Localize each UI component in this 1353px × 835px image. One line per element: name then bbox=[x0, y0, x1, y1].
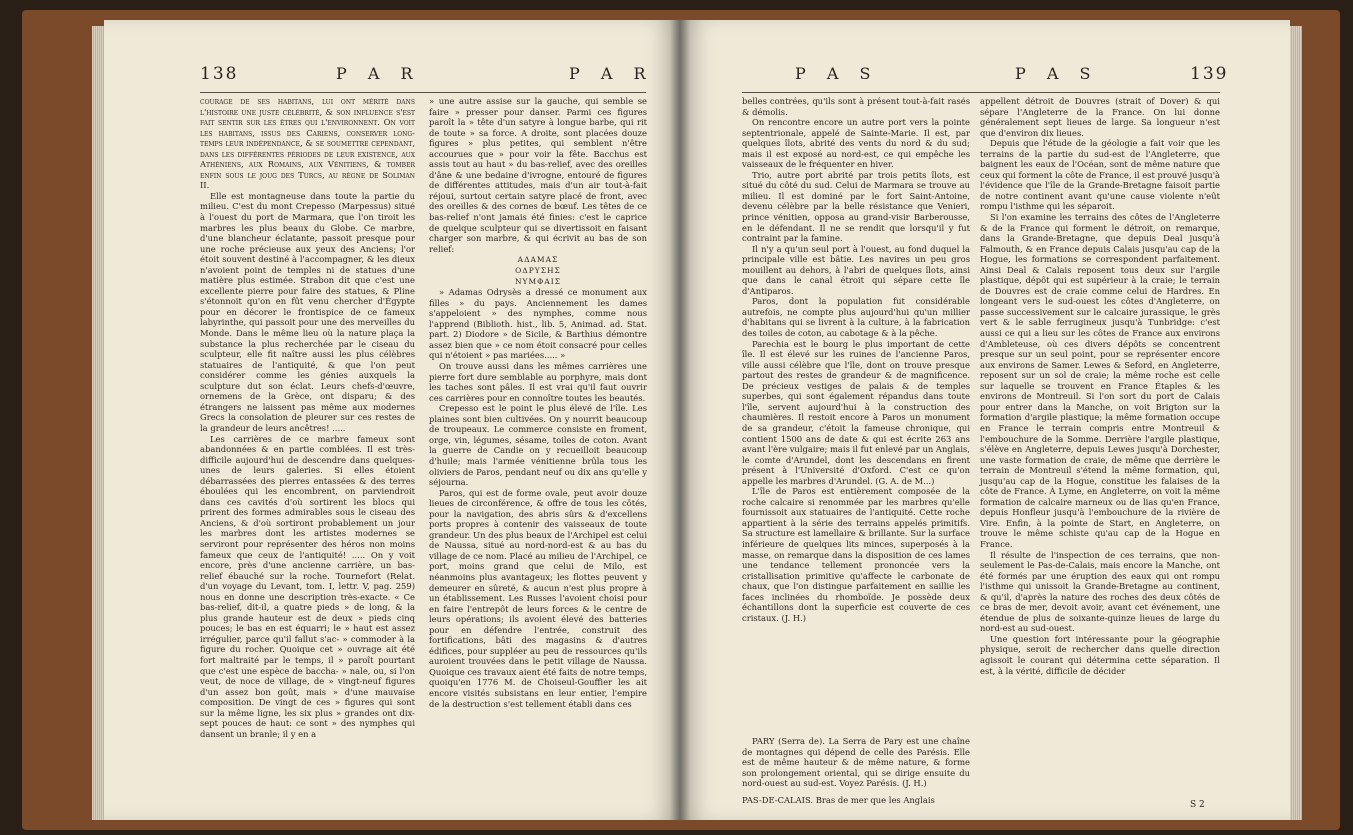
right-page bbox=[680, 20, 1290, 820]
paragraph: courage de ses habitans, lui ont mérité dans l'histoire une juste célébrité, & son influence s'est fait sentir sur les êtres qui l'environnent. On voit les habitans, issus des Cariens, conserver long-temps leur indépendance, & se soumettre cependant, dans les différentes périodes de leur existence, aux Athéniens, aux Romains, aux Vénitiens, & tomber enfin sous le joug des Turcs, au règne de Soliman II. bbox=[200, 96, 415, 191]
right-running-head-2: P A S bbox=[1015, 64, 1099, 83]
left-column-1 bbox=[200, 96, 415, 816]
right-column-1 bbox=[742, 96, 970, 726]
left-column-2 bbox=[429, 96, 647, 816]
right-running-head: P A S bbox=[795, 64, 879, 83]
page-edges-right bbox=[1290, 26, 1302, 820]
paragraph: appellent détroit de Douvres (strait of Dover) & qui sépare l'Angleterre de la France. On lui donne généralement sept lieues de large. Sa longueur n'est que d'environ dix lieues. bbox=[980, 96, 1220, 138]
left-running-head-2: P A R bbox=[569, 64, 654, 83]
paragraph: Paros, dont la population fut considérable autrefois, ne compte plus aujourd'hui qu'un millier d'habitans qui se livrent à la culture, à la fabrication des toiles de coton, au cabotage & à la pêche. bbox=[742, 296, 970, 339]
left-page-number: 138 bbox=[200, 64, 239, 84]
paragraph: Paros, qui est de forme ovale, peut avoir douze lieues de circonférence, & offre de tous les côtés, pour la navigation, des abris sûrs & d'excellens ports propres à contenir des vaisseaux de toute grandeur. Un des plus beaux de l'Archipel est celui de Naussa, situé au nord-nord-est & au bas du village de ce nom. Placé au milieu de l'Archipel, ce port, moins grand que celui de Milo, est néanmoins plus avantageux; les flottes peuvent y demeurer en sûreté, & aucun n'est plus propre à un établissement. Les Russes l'avoient choisi pour en faire l'entrepôt de leurs forces & le centre de leurs opérations; ils avoient élevé des batteries pour en défendre l'entrée, construit des fortifications, bâti des magasins & d'autres édifices, pour suppléer au peu de ressources qu'ils auroient trouvées dans le petit village de Naussa. Quoique ces travaux aient été faits de notre temps, quoiqu'en 1776 M. de Choiseul-Gouffier les ait encore visités subsistans en leur entier, l'empire de la destruction s'est tellement établi dans ces bbox=[429, 487, 647, 709]
entry-pas-de-calais: PAS-DE-CALAIS. Bras de mer que les Anglais bbox=[742, 794, 935, 805]
left-page bbox=[104, 20, 680, 820]
entry-pary: PARY (Serra de). La Serra de Pary est une chaîne de montagnes qui dépend de celle des Parésis. Elle est de même hauteur & de même nature, & forme son prolongement oriental, qui se dirige ensuite du nord-ouest au sud-est. Voyez Parésis. (J. H.) bbox=[742, 736, 970, 789]
paragraph: Il n'y a qu'un seul port à l'ouest, au fond duquel la principale ville est bâtie. Les navires un peu gros mouillent au dehors, à l'abri de quelques îlots, ainsi que dans le canal étroit qui sépare cette île d'Antiparos. bbox=[742, 243, 970, 296]
paragraph: Crepesso est le point le plus élevé de l'île. Les plaines sont bien cultivées. On y nourrit beaucoup de troupeaux. Le commerce consiste en froment, orge, vin, légumes, sésame, toiles de coton. Avant la guerre de Candie on y recueilloit beaucoup d'huile; mais l'armée vénitienne brûla tous les oliviers de Paros, pendant neuf ou dix ans qu'elle y séjourna. bbox=[429, 403, 647, 488]
paragraph: Elle est montagneuse dans toute la partie du milieu. C'est du mont Crepesso (Marpessus) situé à l'ouest du port de Marmara, que l'on tiroit les marbres les plus beaux du Globe. Ce marbre, d'une blancheur éclatante, passoit presque pour une roche précieuse aux yeux des Anciens; l'or étoit souvent destiné à l'accompagner, & les dieux n'avoient point de temples ni de statues d'une matière plus estimée. Strabon dit que c'est une excellente pierre pour faire des statues, & Pline s'étonnoit qu'on en fût venu chercher d'Égypte pour en décorer le frontispice de ce fameux labyrinthe, qui passoit pour une des merveilles du Monde. Dans le même lieu où la nature plaça la substance la plus recherchée par le ciseau du sculpteur, elle fit naître aussi les plus célèbres statuaires de l'antiquité, & que l'on peut considérer comme les génies auxquels la sculpture dut son éclat. Leurs chefs-d'œuvre, ornemens de la Grèce, ont disparu; & des étrangers ne laissent pas même aux modernes Grecs la consolation de pleurer sur ces restes de la grandeur de leurs ancêtres! ..... bbox=[200, 190, 415, 433]
left-header-rule bbox=[200, 92, 646, 93]
paragraph: » une autre assise sur la gauche, qui semble se faire » presser pour danser. Parmi ces figures paroît la » tête d'un satyre à longue barbe, qui rit de toute » sa force. A droite, sont placées douze figures » plus petites, qui semblent n'être accourues que » pour voir la fête. Bacchus est assis tout au haut » du bas-relief, avec des oreilles d'âne & une bedaine d'ivrogne, entouré de figures de différentes attitudes, mais d'un air tout-à-fait réjoui, surtout certain satyre placé de front, avec des oreilles & des cornes de bœuf. Les têtes de ce bas-relief n'ont jamais été finies: c'est le caprice de quelque sculpteur qui se divertissoit en faisant charger son marbre, & qui écrivit au bas de son relief: bbox=[429, 96, 647, 254]
right-page-number: 139 bbox=[1190, 64, 1229, 84]
paragraph: Trio, autre port abrité par trois petits îlots, est situé du côté du sud. Celui de Marmara se trouve au milieu. Il est dominé par le fort Saint-Antoine, devenu célèbre par la belle résistance que Venieri, prince vénitien, opposa au grand-visir Barberousse, en le défendant. Il ne se rendit que lorsqu'il y fut contraint par la famine. bbox=[742, 169, 970, 244]
paragraph: Les carrières de ce marbre fameux sont abandonnées & en partie comblées. Il est très-difficile aujourd'hui de descendre dans quelques-unes de leurs galeries. Si elles étoient débarrassées des pierres entassées & des terres éboulées qui les encombrent, on parviendroit dans ces cavités d'où sortirent les blocs qui prirent des formes admirables sous le ciseau des Anciens, & d'où sortiront probablement un jour les marbres dont les artistes modernes se serviront pour représenter des héros non moins fameux que ceux de l'antiquité! ..... On y voit encore, près d'une ancienne carrière, un bas-relief ébauché sur la roche. Tournefort (Relat. d'un voyage du Levant, tom. I, lettr. V, pag. 259) nous en donne une description très-exacte. « Ce bas-relief, dit-il, a quatre pieds » de long, & la plus grande hauteur est de deux » pieds cinq pouces; le bas en est équarri; le » haut est assez irrégulier, parce qu'il fallut s'ac- » commoder à la figure du rocher. Quoique cet » ouvrage ait été fort maltraité par le temps, il » paroît pourtant que c'est une espèce de baccha- » nale, ou, si l'on veut, de noce de village, de » vingt-neuf figures d'un assez bon goût, mais » d'une mauvaise composition. De vingt de ces » figures qui sont sur la même ligne, les six plus » grandes ont dix-sept pouces de haut: ce sont » des nymphes qui dansent un branle; il y en a bbox=[200, 433, 415, 739]
right-header-rule bbox=[742, 92, 1220, 93]
paragraph: Depuis que l'étude de la géologie a fait voir que les terrains de la partie du sud-est de l'Angleterre, que baignent les eaux de l'Océan, sont de même nature que ceux qui forment la côte de France, il est prouvé jusqu'à l'évidence que l'île de la Grande-Bretagne faisoit partie de notre continent avant qu'une cause violente n'eût rompu l'isthme qui les séparoit. bbox=[980, 138, 1220, 212]
greek-inscription-line: ΑΔΑΜΑΣ bbox=[517, 255, 559, 265]
signature-mark: S 2 bbox=[1190, 800, 1205, 810]
paragraph: Il résulte de l'inspection de ces terrains, que non-seulement le Pas-de-Calais, mais encore la Manche, ont été formés par une éruption des eaux qui ont rompu l'isthme qui unissoit la Grande-Bretagne au continent, & qu'il, d'après la nature des roches des deux côtés de ce bras de mer, devoit avoir, avant cet événement, une étendue de plus de soixante-quinze lieues de large du nord-est au sud-ouest. bbox=[980, 549, 1220, 634]
paragraph: belles contrées, qu'ils sont à présent tout-à-fait rasés & démolis. bbox=[742, 96, 970, 117]
paragraph: Parechia est le bourg le plus important de cette île. Il est élevé sur les ruines de l'ancienne Paros, ville aussi célèbre que l'île, dont on trouve presque partout des restes de grandeur & de magnificence. De précieux vestiges de palais & de temples superbes, qui sont également répandus dans toute l'île, servent aujourd'hui à la construction des chaumières. Il restoit encore à Paros un monument de sa grandeur, c'étoit la fameuse chronique, qui contient 1500 ans de date & qui est écrite 263 ans avant l'ère vulgaire; mais il fut enlevé par un Anglais, le comte d'Arundel, dont les descendans en firent présent à l'Université d'Oxford. C'est ce qu'on appelle les marbres d'Arundel. (G. A. de M...) bbox=[742, 338, 971, 486]
left-running-head: P A R bbox=[336, 64, 421, 83]
right-column-1-entries bbox=[742, 736, 970, 805]
greek-inscription-line: ΝΥΜΦΑΙΣ bbox=[514, 277, 562, 287]
left-page-header bbox=[104, 64, 680, 94]
paragraph: L'île de Paros est entièrement composée de la roche calcaire si renommée par les marbres qu'elle fournissoit aux statuaires de l'antiquité. Cette roche appartient à la série des terrains appelés primitifs. Sa structure est lamellaire & brillante. Sur la surface inférieure de quelques lits minces, superposés à la masse, on remarque dans la disposition de ces lames une tendance tellement prononcée vers la cristallisation primitive qu'affecte le carbonate de chaux, que l'on distingue parfaitement en saillie les faces inclinées du rhomboïde. Je possède deux échantillons dont la superficie est couverte de ces cristaux. (J. H.) bbox=[742, 486, 970, 623]
paragraph: » Adamas Odrysès a dressé ce monument aux filles » du pays. Anciennement les dames s'appeloient » des nymphes, comme nous l'apprend (Biblioth. hist., lib. 5, Animad. ad. Stat. part. 2) Diodore » de Sicile, & Barthius démontre assez bien que » ce nom étoit consacré pour celles qui n'étoient » pas mariées..... » bbox=[429, 287, 647, 361]
book-gutter bbox=[670, 20, 690, 820]
right-page-header bbox=[680, 64, 1290, 94]
page-edges-left bbox=[92, 26, 104, 820]
paragraph: Une question fort intéressante pour la géographie physique, seroit de rechercher dans quelle direction agissoit le courant qui détermina cette séparation. Il est, à la vérité, difficile de décider bbox=[980, 633, 1220, 676]
right-column-2 bbox=[980, 96, 1220, 796]
paragraph: Si l'on examine les terrains des côtes de l'Angleterre & de la France qui forment le détroit, on remarque, dans la Grande-Bretagne, que depuis Deal jusqu'à Falmouth, & en France depuis Calais jusqu'au cap de la Hogue, les formations se correspondent parfaitement. Ainsi Deal & Calais reposent tous deux sur l'argile plastique, dépôt qui est supérieur à la craie; le terrain de Douvres est de craie comme celui de Hardres. En longeant vers le sud-ouest les côtes d'Angleterre, on passe successivement sur le calcaire jurassique, le grès vert & le sable ferrugineux jusqu'à Tunbridge: c'est aussi ce qui a lieu sur les côtes de France aux environs d'Ambleteuse, où ces divers dépôts se concentrent presque sur un seul point, pour se représenter encore aux environs de Samer. Lewes & Seford, en Angleterre, reposent sur un sol de craie; la même roche est celle sur laquelle se trouvent en France Étaples & les environs de Montreuil. Si l'on sort du port de Calais pour entrer dans la Manche, on voit Brigton sur la formation d'argile plastique; la même formation occupe en France le terrain compris entre Montreuil & l'embouchure de la Somme. Derrière l'argile plastique, s'élève en Angleterre, depuis Lewes jusqu'à Dorchester, une vaste formation de craie, de même que derrière le terrain de Montreuil s'étend la même formation, qui, jusqu'au cap de la Hogue, constitue les falaises de la côte de France. À Lyme, en Angleterre, on voit la même formation de calcaire marneux ou de lias qu'en France, depuis Honfleur jusqu'à l'embouchure de la rivière de Vire. Enfin, à la pointe de Start, en Angleterre, on trouve le même schiste qu'au cap de la Hogue en France. bbox=[980, 212, 1220, 549]
paragraph: On trouve aussi dans les mêmes carrières une pierre fort dure semblable au porphyre, mais dont les taches sont pâles. Il est vrai qu'il faut ouvrir ces carrières pour en connoître toutes les beautés. bbox=[429, 361, 647, 403]
paragraph: On rencontre encore un autre port vers la pointe septentrionale, appelé de Sainte-Marie. Il est, par quelques îlots, abrité des vents du nord & du sud; mais il est exposé au nord-est, ce qui empêche les vaisseaux de le fréquenter en hiver. bbox=[742, 117, 970, 170]
greek-inscription-line: ΟΔΡΥΣΗΣ bbox=[515, 266, 561, 276]
